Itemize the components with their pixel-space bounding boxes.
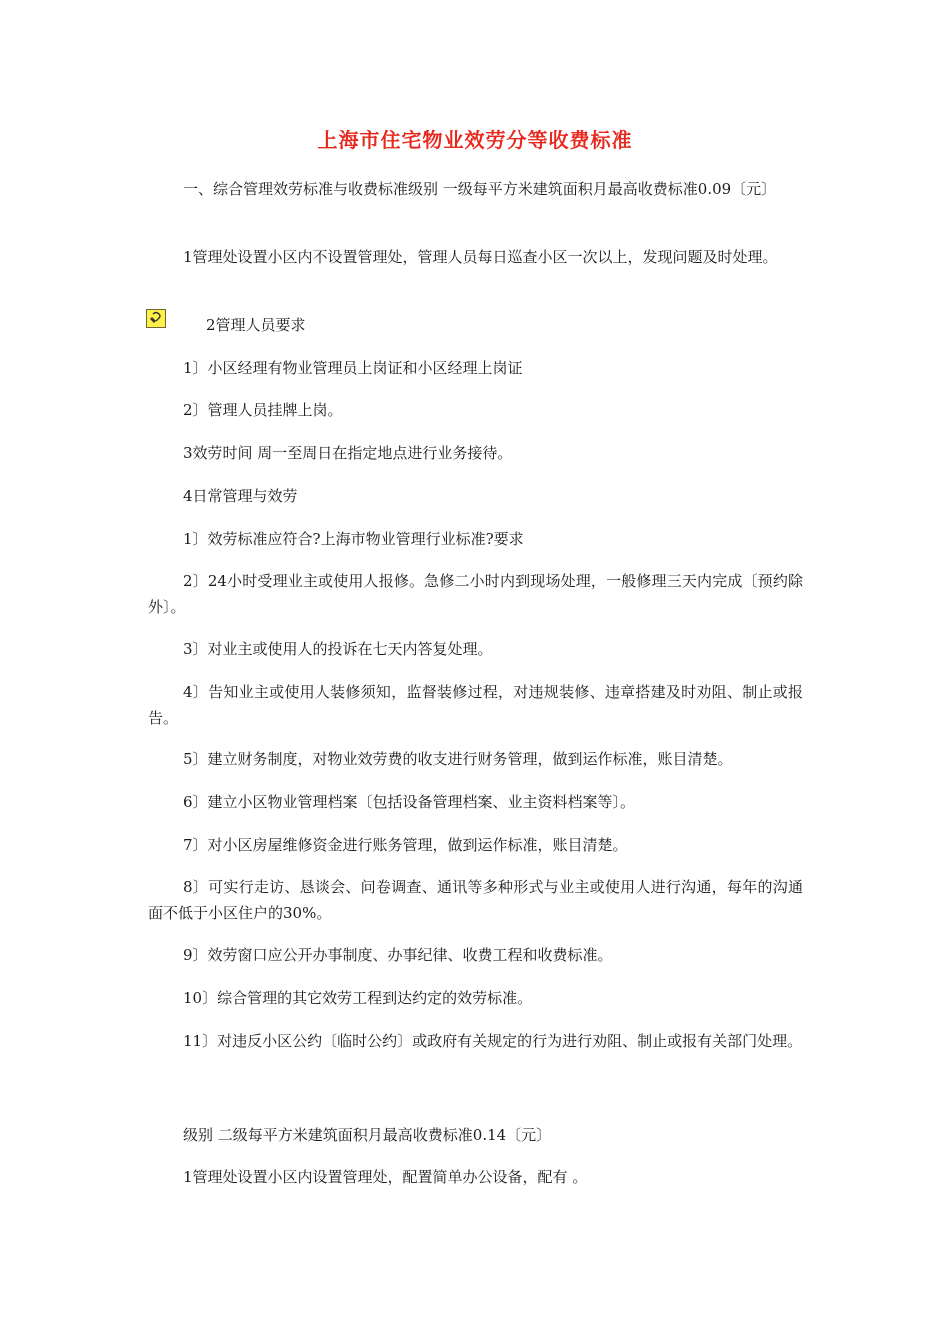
paragraph-item: 10〕综合管理的其它效劳工程到达约定的效劳标准。 — [183, 989, 533, 1007]
paragraph-management-office: 1管理处设置小区内不设置管理处，管理人员每日巡查小区一次以上，发现问题及时处理。 — [183, 248, 778, 266]
paragraph-item: 9〕效劳窗口应公开办事制度、办事纪律、收费工程和收费标准。 — [183, 946, 613, 964]
paragraph-item: 4〕告知业主或使用人装修须知，监督装修过程，对违规装修、违章搭建及时劝阻、制止或报告。 — [148, 683, 803, 727]
paragraph-item: 7〕对小区房屋维修资金进行账务管理，做到运作标准，账目清楚。 — [183, 836, 628, 854]
paragraph-service-time: 3效劳时间 周一至周日在指定地点进行业务接待。 — [183, 444, 513, 462]
paragraph-level-2-header: 级别 二级每平方米建筑面积月最高收费标准0.14〔元〕 — [183, 1126, 552, 1144]
paragraph-item: 1〕效劳标准应符合?上海市物业管理行业标准?要求 — [183, 530, 524, 548]
paragraph-item: 6〕建立小区物业管理档案〔包括设备管理档案、业主资料档案等〕。 — [183, 793, 636, 811]
paragraph-daily-management: 4日常管理与效劳 — [183, 487, 298, 505]
paragraph-item: 11〕对违反小区公约〔临时公约〕或政府有关规定的行为进行劝阻、制止或报有关部门处理。 — [183, 1032, 803, 1050]
paragraph-section-1-header: 一、综合管理效劳标准与收费标准级别 一级每平方米建筑面积月最高收费标准0.09〔元〕 — [183, 180, 777, 198]
paragraph-item: 1〕小区经理有物业管理员上岗证和小区经理上岗证 — [183, 359, 523, 377]
paragraph-staff-requirements: 2管理人员要求 — [206, 316, 306, 334]
paragraph-level-2-office: 1管理处设置小区内设置管理处，配置简单办公设备，配有 。 — [183, 1168, 588, 1186]
paragraph-item: 8〕可实行走访、恳谈会、问卷调查、通讯等多种形式与业主或使用人进行沟通，每年的沟通面不低于小区住户的30%。 — [148, 878, 803, 922]
document-title: 上海市住宅物业效劳分等收费标准 — [317, 128, 633, 152]
paragraph-item: 2〕管理人员挂牌上岗。 — [183, 401, 343, 419]
paragraph-item: 3〕对业主或使用人的投诉在七天内答复处理。 — [183, 640, 493, 658]
paragraph-item: 2〕24小时受理业主或使用人报修。急修二小时内到现场处理，一般修理三天内完成〔预约除外〕。 — [148, 572, 803, 616]
paragraph-item: 5〕建立财务制度，对物业效劳费的收支进行财务管理，做到运作标准，账目清楚。 — [183, 750, 733, 768]
